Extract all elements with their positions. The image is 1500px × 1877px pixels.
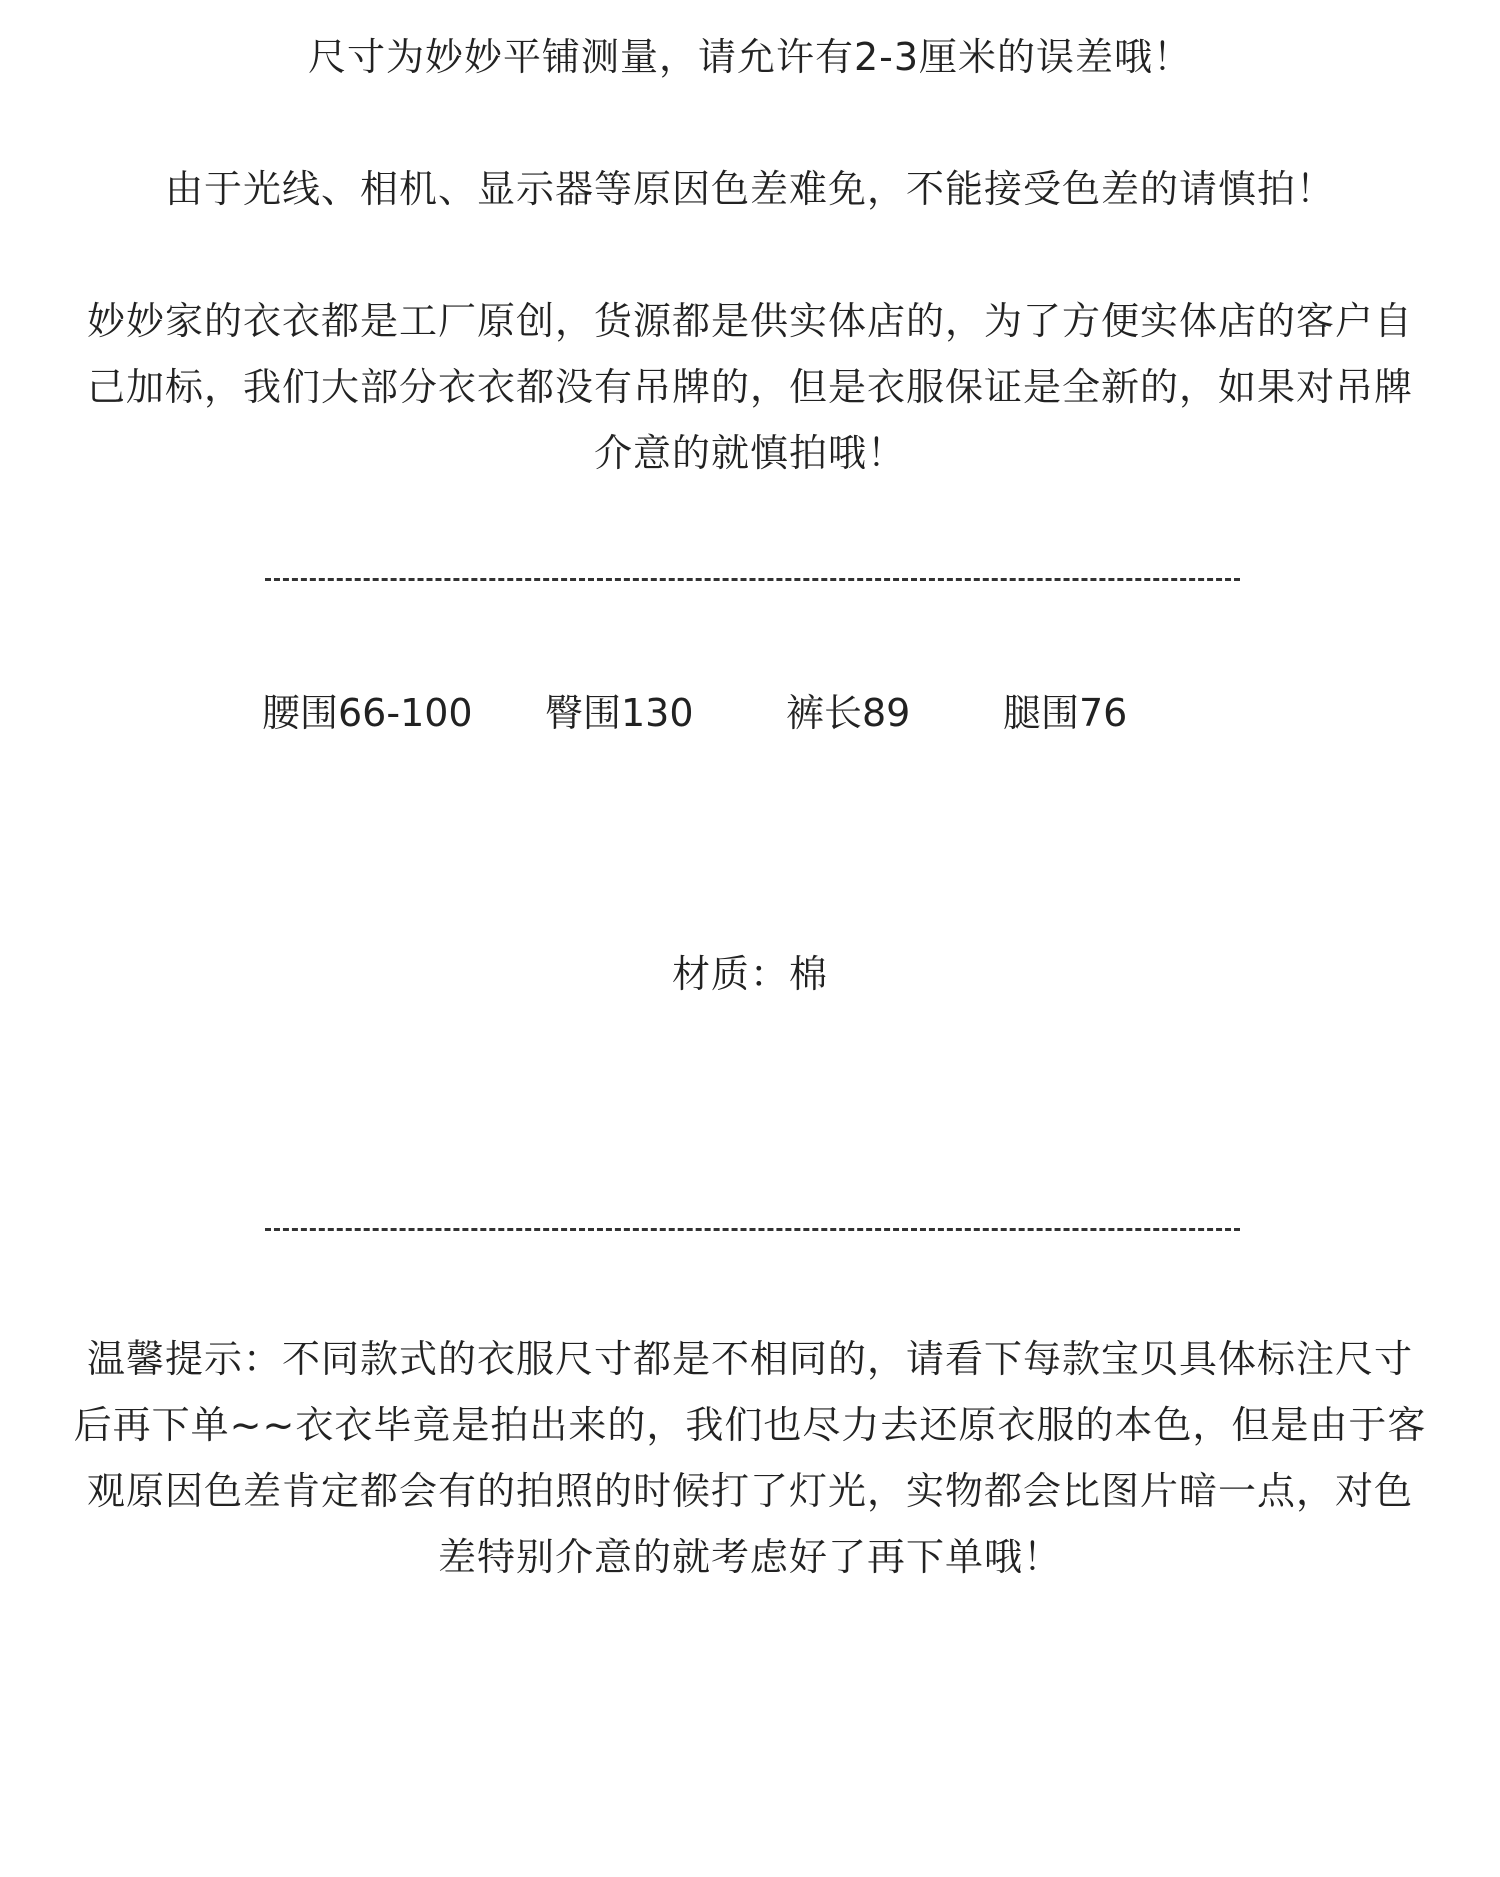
- measurement-hip: 臀围130: [545, 691, 694, 735]
- measurement-length: 裤长89: [786, 691, 911, 735]
- tips-line-1: 温馨提示：不同款式的衣服尺寸都是不相同的，请看下每款宝贝具体标注尺寸: [86, 1337, 1413, 1381]
- tips-line-2: 后再下单~~衣衣毕竟是拍出来的，我们也尽力去还原衣服的本色，但是由于客: [73, 1403, 1427, 1447]
- size-note: 尺寸为妙妙平铺测量，请允许有2-3厘米的误差哦！: [307, 35, 1193, 79]
- measurement-thigh: 腿围76: [1003, 691, 1128, 735]
- divider-top: [265, 578, 1240, 581]
- tips-line-4: 差特别介意的就考虑好了再下单哦！: [437, 1535, 1062, 1579]
- divider-bottom: [265, 1228, 1240, 1231]
- tips-line-3: 观原因色差肯定都会有的拍照的时候打了灯光，实物都会比图片暗一点，对色: [86, 1469, 1413, 1513]
- tag-note-line-3: 介意的就慎拍哦！: [593, 431, 906, 475]
- tag-note-line-1: 妙妙家的衣衣都是工厂原创，货源都是供实体店的，为了方便实体店的客户自: [86, 299, 1413, 343]
- measurement-waist: 腰围66-100: [262, 691, 473, 735]
- tag-note-line-2: 己加标，我们大部分衣衣都没有吊牌的，但是衣服保证是全新的，如果对吊牌: [86, 365, 1413, 409]
- measurements-row: [0, 680, 1500, 746]
- material-label: 材质：棉: [671, 952, 828, 996]
- color-note: 由于光线、相机、显示器等原因色差难免，不能接受色差的请慎拍！: [164, 167, 1335, 211]
